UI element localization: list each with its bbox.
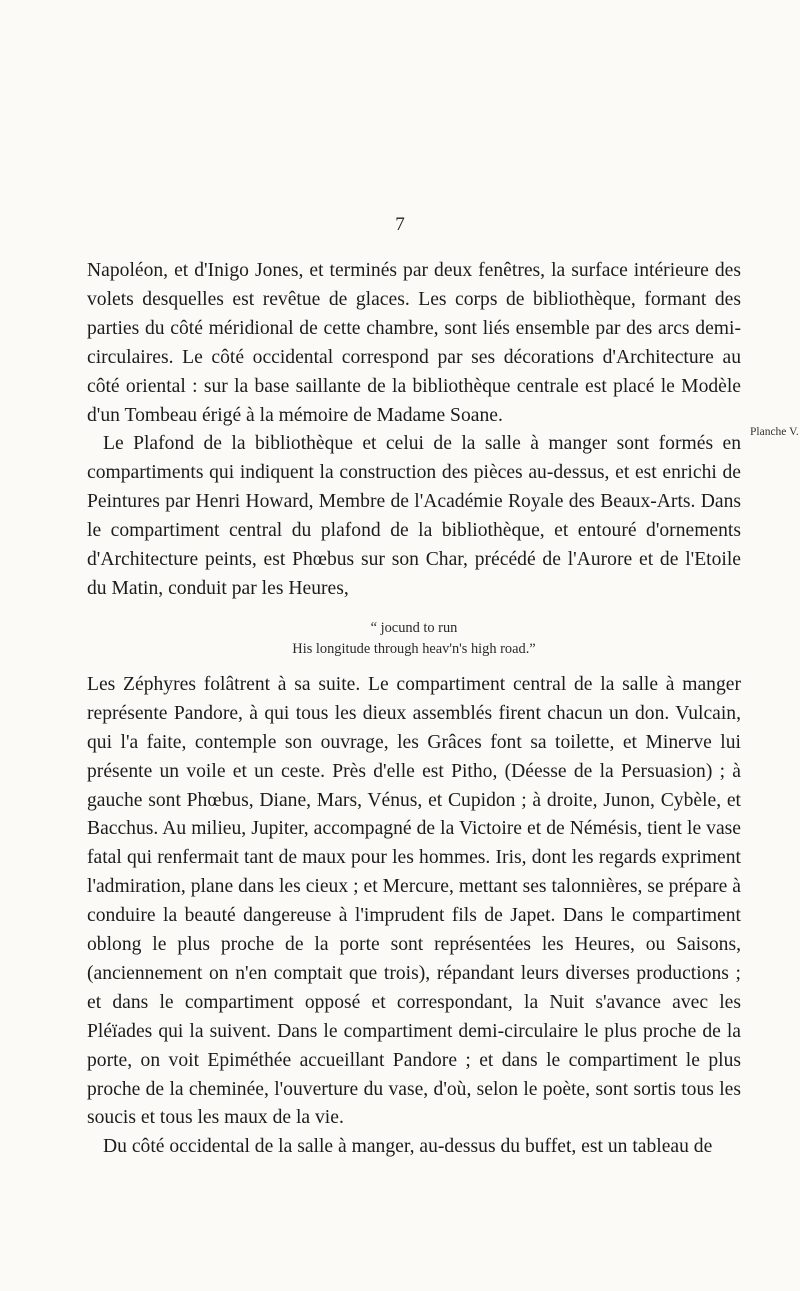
paragraph-2: Le Plafond de la bibliothèque et celui de la salle à manger sont formés en compartiments qui indiquent la construction des pièces au-dessus, et est enrichi de Peintures par Henri Howard, Membre de l'Académie Royale des Beaux-Arts. Dans le compartiment central du plafond de la bibliothèque, et entouré d'ornements d'Architecture peints, est Phœbus sur son Char, précédé de l'Aurore et de l'Etoile du Matin, conduit par les Heures,: [87, 433, 741, 599]
paragraph-3: Les Zéphyres folâtrent à sa suite. Le compartiment central de la salle à manger représente Pandore, à qui tous les dieux assemblés firent chacun un don. Vulcain, qui l'a faite, contemple son ouvrage, les Grâces font sa toilette, et Minerve lui présente un voile et un ceste. Près d'elle est Pitho, (Déesse de la Persuasion) ; à gauche sont Phœbus, Diane, Mars, Vénus, et Cupidon ; à droite, Junon, Cybèle, et Bacchus. Au milieu, Jupiter, accompagné de la Victoire et de Némésis, tient le vase fatal qui renfermait tant de maux pour les hommes. Iris, dont les regards expriment l'admiration, plane dans les cieux ; et Mercure, mettant ses talonnières, se prépare à conduire la beauté dangereuse à l'imprudent fils de Japet. Dans le compartiment oblong le plus proche de la porte sont représentées les Heures, ou Saisons, (anciennement on n'en comptait que trois), répandant leurs diverses productions ; et dans le compartiment opposé et correspondant, la Nuit s'avance avec les Pléïades qui la suivent. Dans le compartiment demi-circulaire le plus proche de la porte, on voit Epiméthée accueillant Pandore ; et dans le compartiment le plus proche de la cheminée, l'ouverture du vase, d'où, selon le poète, sont sortis tous les soucis et tous les maux de la vie.: [87, 673, 741, 1129]
verse-line-1: “ jocund to run: [370, 619, 458, 636]
paragraph-1: Napoléon, et d'Inigo Jones, et terminés par deux fenêtres, la surface intérieure des volets desquelles est revêtue de glaces. Les corps de bibliothèque, formant des parties du côté méridional de cette chambre, sont liés ensemble par des arcs demi-circulaires. Le côté occidental correspond par ses décorations d'Architecture au côté oriental : sur la base saillante de la bibliothèque centrale est placé le Modèle d'un Tombeau érigé à la mémoire de Madame Soane.: [87, 260, 741, 426]
body-text: [87, 257, 741, 1162]
page-number: 7: [395, 214, 405, 235]
verse-quote: [87, 618, 741, 660]
paragraph-4: Du côté occidental de la salle à manger, au-dessus du buffet, est un tableau de: [103, 1136, 713, 1158]
verse-line-2: His longitude through heav'n's high road.”: [292, 640, 536, 657]
margin-note-plate: Planche V.: [750, 426, 799, 438]
